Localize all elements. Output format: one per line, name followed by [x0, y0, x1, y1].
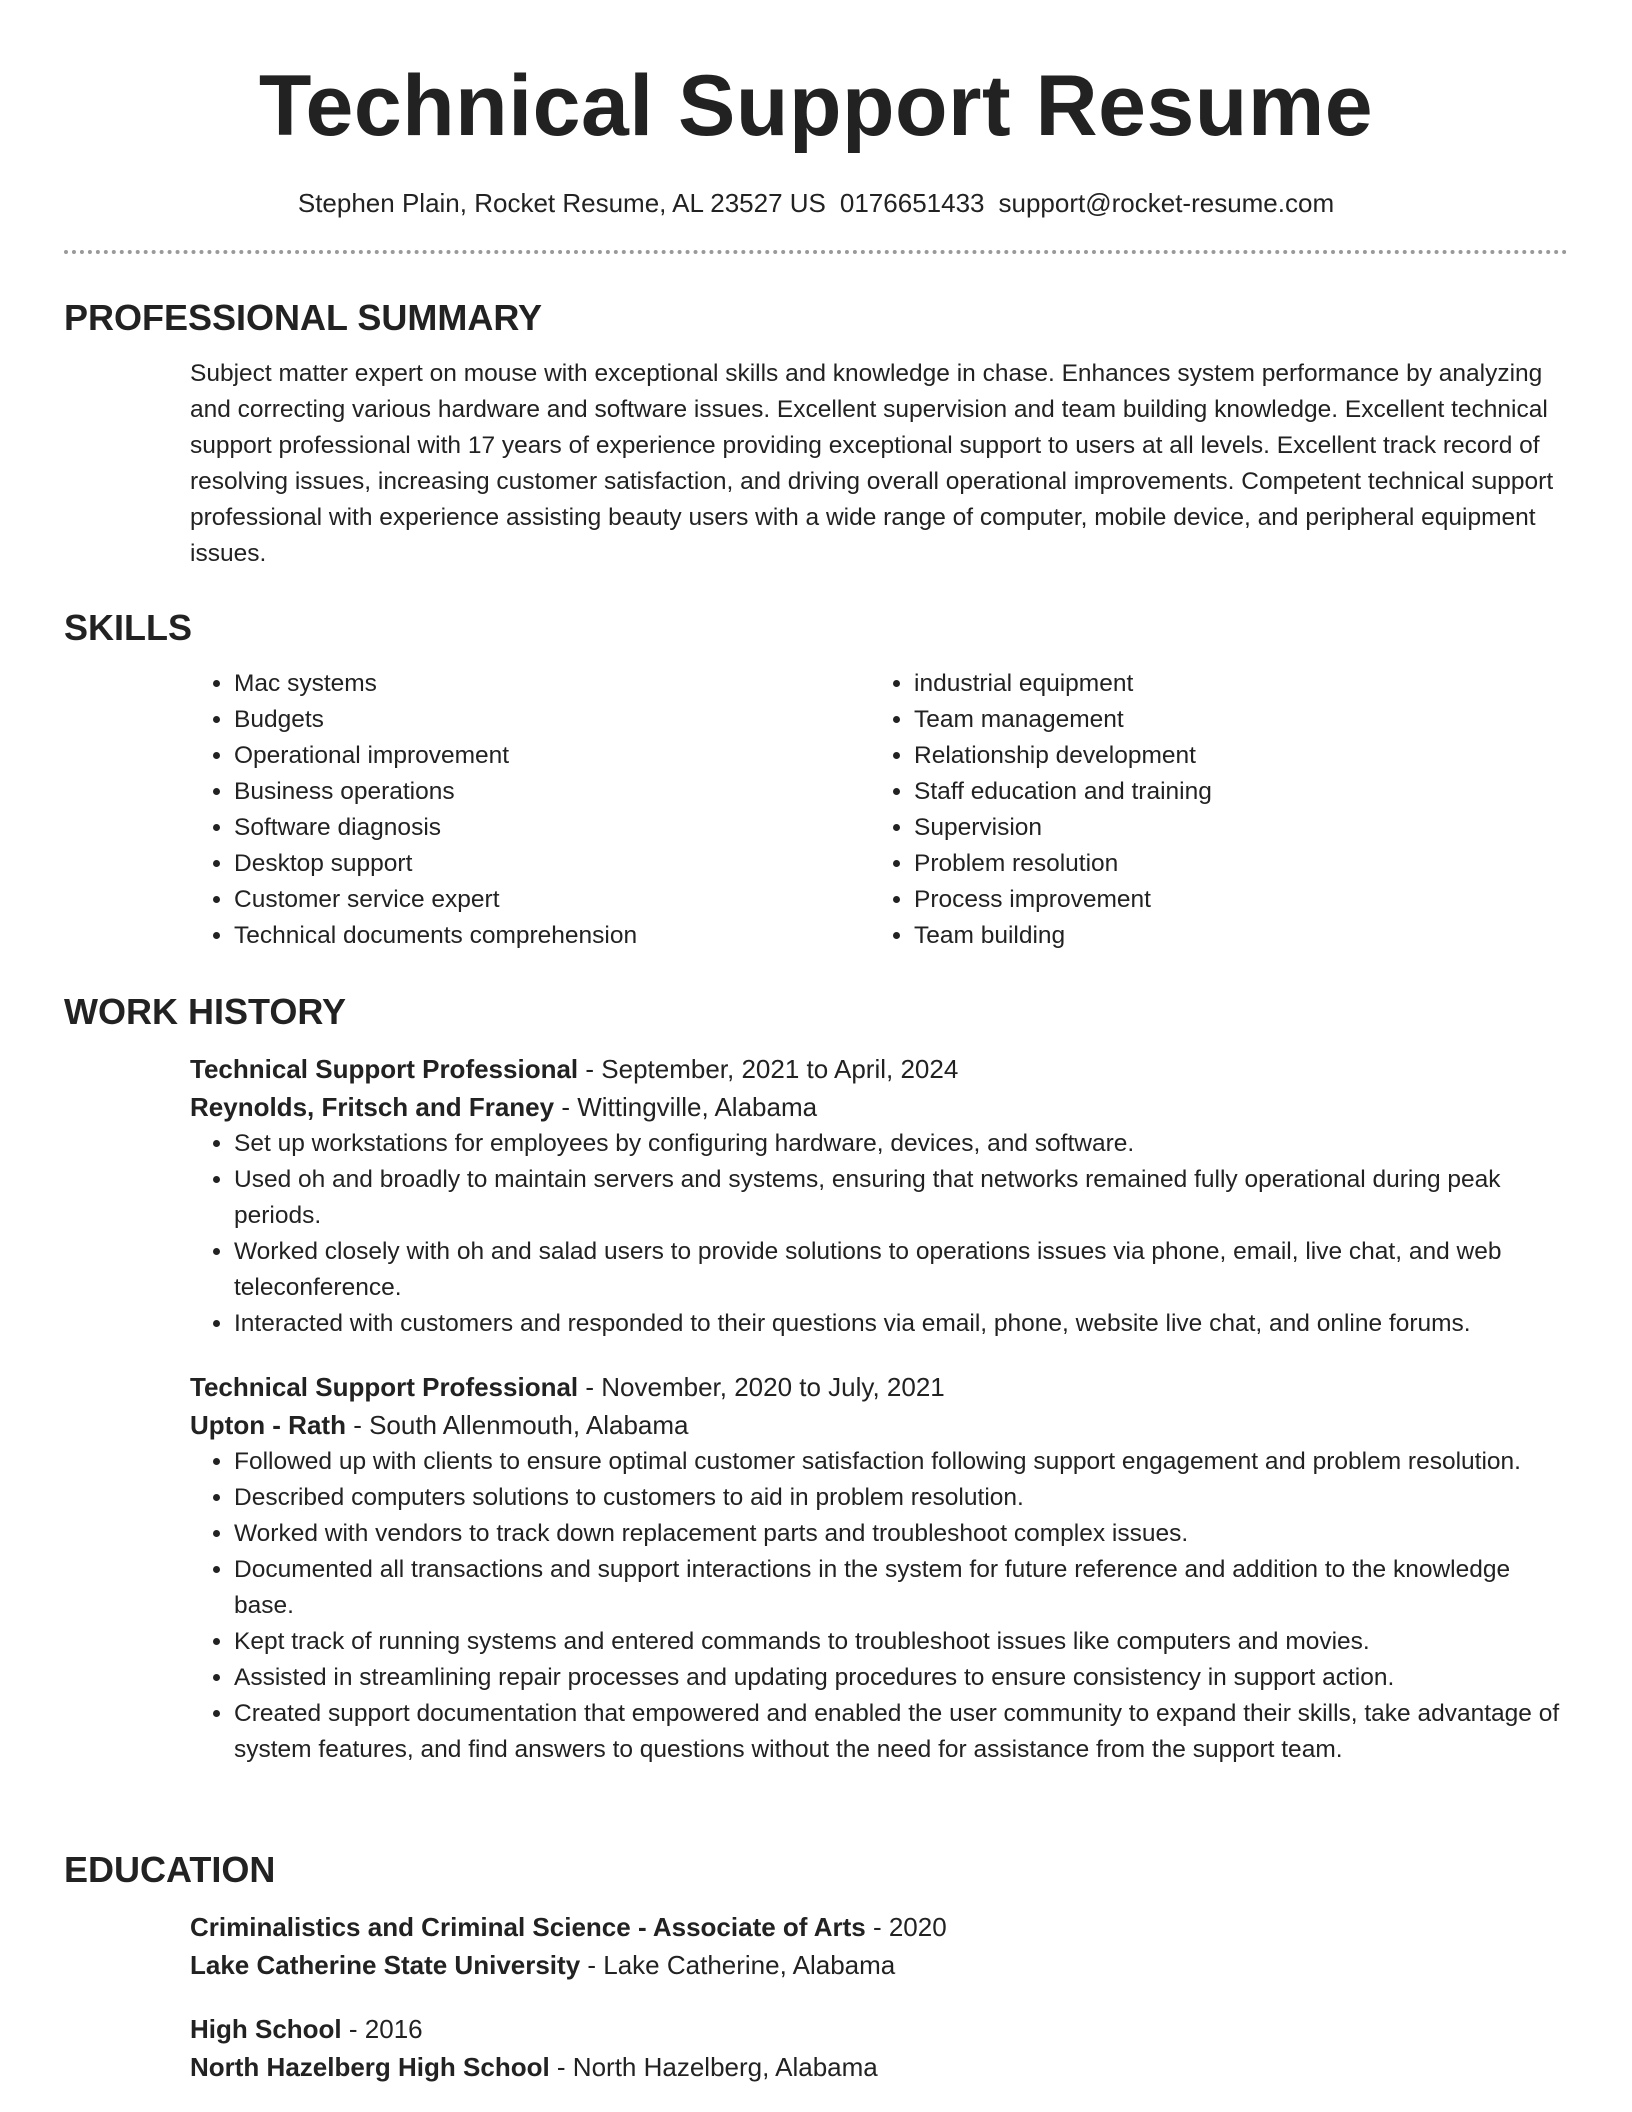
skill-item: • Desktop support	[234, 846, 870, 882]
skill-item: • Team building	[914, 918, 1550, 954]
work-history-section	[64, 990, 1568, 1768]
skill-item: • Staff education and training	[914, 774, 1550, 810]
header-divider	[64, 250, 1568, 254]
skill-item: • Problem resolution	[914, 846, 1550, 882]
education-school: North Hazelberg High School	[190, 2052, 550, 2082]
skill-item: • Operational improvement	[234, 738, 870, 774]
summary-text: Subject matter expert on mouse with exceptional skills and knowledge in chase. Enhances system performance by analyzing and correcting various hardware and software issues. Excellent supervision and team building knowledge. Excellent technical support professional with 17 years of experience providing exceptional support to users at all levels. Excellent track record of resolving issues, increasing customer satisfaction, and driving overall operational improvements. Competent technical support professional with experience assisting beauty users with a wide range of computer, mobile device, and peripheral equipment issues.	[190, 360, 1554, 567]
job-bullet: • Described computers solutions to customers to aid in problem resolution.	[234, 1480, 1568, 1516]
professional-summary-section	[64, 296, 1568, 572]
job-location: - South Allenmouth, Alabama	[345, 1410, 689, 1440]
skill-item: • Supervision	[914, 810, 1550, 846]
education-school-line	[190, 2048, 1568, 2086]
education-degree-line	[190, 2010, 1568, 2048]
job-title: Technical Support Professional	[190, 1054, 579, 1084]
resume-page	[64, 0, 1568, 2082]
job-company: Upton - Rath	[190, 1410, 346, 1440]
skill-item: • Software diagnosis	[234, 810, 870, 846]
education-year: - 2020	[865, 1912, 947, 1942]
job-bullet: • Kept track of running systems and entered commands to troubleshoot issues like computers and movies.	[234, 1624, 1568, 1660]
skill-item: • Customer service expert	[234, 882, 870, 918]
skill-item: • Technical documents comprehension	[234, 918, 870, 954]
section-heading-skills: SKILLS	[64, 607, 193, 648]
section-heading-work: WORK HISTORY	[64, 991, 347, 1032]
contact-phone: 0176651433	[839, 188, 985, 218]
job-bullets	[190, 1444, 1568, 1768]
job-dates: - September, 2021 to April, 2024	[578, 1054, 959, 1084]
job-location: - Wittingville, Alabama	[554, 1092, 818, 1122]
job-title-line	[190, 1368, 1568, 1406]
education-section	[64, 1848, 1568, 2086]
job-bullet: • Assisted in streamlining repair processes and updating procedures to ensure consistency in support action.	[234, 1660, 1568, 1696]
job-bullet: • Set up workstations for employees by configuring hardware, devices, and software.	[234, 1126, 1568, 1162]
skill-item: • Relationship development	[914, 738, 1550, 774]
skill-item: • industrial equipment	[914, 666, 1550, 702]
contact-address: Stephen Plain, Rocket Resume, AL 23527 US	[297, 188, 826, 218]
job-dates: - November, 2020 to July, 2021	[578, 1372, 945, 1402]
job-bullet: • Followed up with clients to ensure optimal customer satisfaction following support engagement and problem resolution.	[234, 1444, 1568, 1480]
skill-item: • Mac systems	[234, 666, 870, 702]
job-entry	[190, 1050, 1568, 1342]
job-bullet: • Used oh and broadly to maintain servers and systems, ensuring that networks remained fully operational during peak periods.	[234, 1162, 1568, 1234]
skill-item: • Team management	[914, 702, 1550, 738]
job-bullet: • Worked closely with oh and salad users to provide solutions to operations issues via phone, email, live chat, and web teleconference.	[234, 1234, 1568, 1306]
education-year: - 2016	[341, 2014, 423, 2044]
job-entry	[190, 1368, 1568, 1768]
contact-email: support@rocket-resume.com	[998, 188, 1335, 218]
education-location: - Lake Catherine, Alabama	[580, 1950, 896, 1980]
skills-section	[64, 606, 1568, 954]
job-bullets	[190, 1126, 1568, 1342]
education-school: Lake Catherine State University	[190, 1950, 581, 1980]
skills-column-left	[190, 666, 870, 954]
education-entry	[190, 1908, 1568, 1984]
resume-title: Technical Support Resume	[258, 58, 1374, 154]
education-school-line	[190, 1946, 1568, 1984]
job-bullet: • Interacted with customers and responded to their questions via email, phone, website live chat, and online forums.	[234, 1306, 1568, 1342]
job-bullet: • Documented all transactions and support interactions in the system for future reference and addition to the knowledge base.	[234, 1552, 1568, 1624]
section-heading-education: EDUCATION	[64, 1849, 276, 1890]
education-entry	[190, 2010, 1568, 2086]
job-company: Reynolds, Fritsch and Franey	[190, 1092, 555, 1122]
job-title-line	[190, 1050, 1568, 1088]
contact-line	[64, 186, 1568, 220]
education-location: - North Hazelberg, Alabama	[549, 2052, 878, 2082]
section-heading-summary: PROFESSIONAL SUMMARY	[64, 297, 543, 338]
job-bullet: • Worked with vendors to track down replacement parts and troubleshoot complex issues.	[234, 1516, 1568, 1552]
job-company-line	[190, 1406, 1568, 1444]
skills-column-right	[870, 666, 1550, 954]
job-bullet: • Created support documentation that empowered and enabled the user community to expand their skills, take advantage of system features, and find answers to questions without the need for assistance from the support team.	[234, 1696, 1568, 1768]
education-degree: High School	[190, 2014, 342, 2044]
education-degree: Criminalistics and Criminal Science - Associate of Arts	[190, 1912, 866, 1942]
job-title: Technical Support Professional	[190, 1372, 579, 1402]
skill-item: • Budgets	[234, 702, 870, 738]
skill-item: • Business operations	[234, 774, 870, 810]
education-degree-line	[190, 1908, 1568, 1946]
skill-item: • Process improvement	[914, 882, 1550, 918]
skills-columns	[190, 666, 1568, 954]
job-company-line	[190, 1088, 1568, 1126]
